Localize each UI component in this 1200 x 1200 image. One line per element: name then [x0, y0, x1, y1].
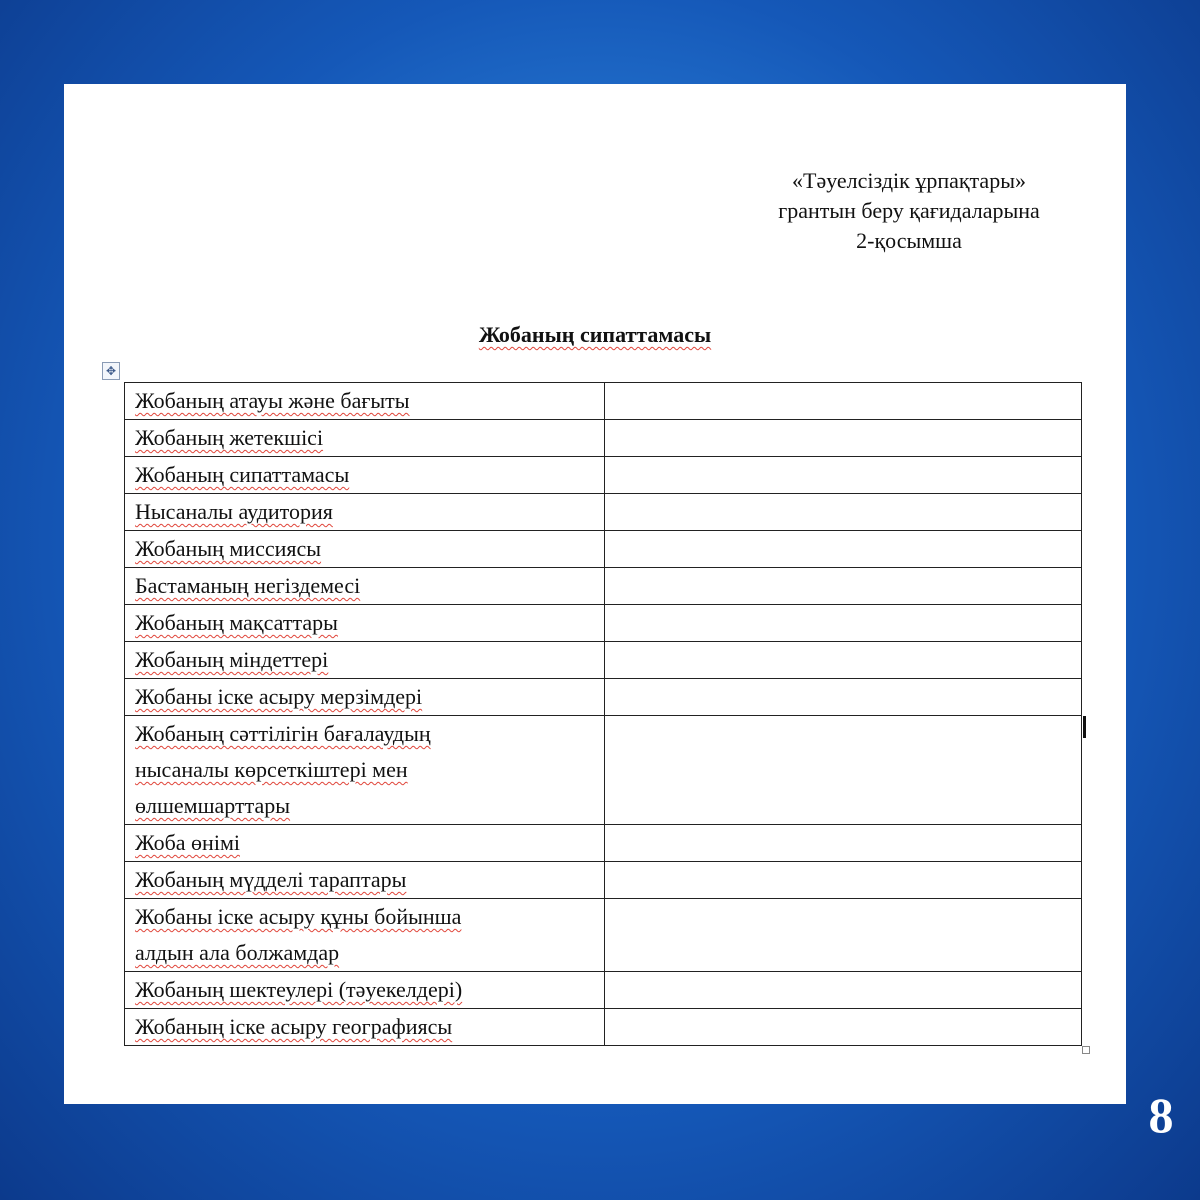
- table-row: [125, 494, 1082, 531]
- resize-square-icon[interactable]: [1082, 1046, 1090, 1054]
- row-label-cell: [125, 716, 605, 825]
- row-value-cell[interactable]: [605, 972, 1082, 1009]
- table-row: [125, 420, 1082, 457]
- row-label-text: Жобаның атауы және бағыты: [135, 388, 410, 413]
- document-title-text: Жобаның сипаттамасы: [478, 322, 712, 347]
- table-row: [125, 383, 1082, 420]
- row-label-cell: [125, 568, 605, 605]
- row-value-cell[interactable]: [605, 716, 1082, 825]
- row-label-text: Жобаның мақсаттары: [135, 610, 338, 635]
- table-row: [125, 642, 1082, 679]
- row-label-cell: [125, 531, 605, 568]
- row-label-cell: [125, 899, 605, 972]
- row-label-text: Жобаның шектеулері (тәуекелдері): [135, 977, 463, 1002]
- appendix-note-line-3: 2-қосымша: [856, 228, 962, 253]
- row-label-cell: [125, 1009, 605, 1046]
- appendix-note: [724, 166, 1094, 256]
- row-value-cell[interactable]: [605, 862, 1082, 899]
- row-label-cell: [125, 642, 605, 679]
- row-label-cell: [125, 420, 605, 457]
- appendix-note-line-2: грантын беру қағидаларына: [778, 198, 1040, 223]
- move-arrows-icon[interactable]: ✥: [102, 362, 120, 380]
- row-label-cell: [125, 825, 605, 862]
- table-row: [125, 716, 1082, 825]
- row-label-text: Жобаның мүдделі тараптары: [135, 867, 407, 892]
- row-label-cell: [125, 383, 605, 420]
- row-label-cell: [125, 679, 605, 716]
- table-row: [125, 605, 1082, 642]
- row-value-cell[interactable]: [605, 457, 1082, 494]
- row-label-cell: [125, 457, 605, 494]
- row-label-cell: [125, 494, 605, 531]
- row-value-cell[interactable]: [605, 642, 1082, 679]
- row-label-text: Жобаның миссиясы: [135, 536, 322, 561]
- row-label-cell: [125, 862, 605, 899]
- row-label-cell: [125, 972, 605, 1009]
- table-row: [125, 899, 1082, 972]
- appendix-note-line-1: «Тәуелсіздік ұрпақтары»: [792, 168, 1026, 193]
- table-row: [125, 1009, 1082, 1046]
- row-label-text: Жобаның жетекшісі: [135, 425, 324, 450]
- row-label-text: Нысаналы аудитория: [135, 499, 333, 524]
- table-row: [125, 862, 1082, 899]
- row-value-cell[interactable]: [605, 679, 1082, 716]
- row-value-cell[interactable]: [605, 899, 1082, 972]
- row-value-cell[interactable]: [605, 420, 1082, 457]
- table-row: [125, 972, 1082, 1009]
- document-page: [64, 84, 1126, 1104]
- page-number: 8: [1148, 1087, 1174, 1143]
- row-label-text: Жобаның сипаттамасы: [135, 462, 350, 487]
- table-row: [125, 679, 1082, 716]
- document-title: [64, 322, 1126, 348]
- table-row: [125, 531, 1082, 568]
- row-label-text: Жобаны іске асыру мерзімдері: [135, 684, 423, 709]
- row-value-cell[interactable]: [605, 825, 1082, 862]
- row-value-cell[interactable]: [605, 1009, 1082, 1046]
- row-label-text: Жобаны іске асыру құны бойынша: [135, 904, 462, 929]
- row-label-text: Жобаның іске асыру географиясы: [135, 1014, 453, 1039]
- text-cursor: [1083, 716, 1086, 738]
- row-label-cell: [125, 605, 605, 642]
- row-value-cell[interactable]: [605, 531, 1082, 568]
- row-value-cell[interactable]: [605, 494, 1082, 531]
- row-label-text: өлшемшарттары: [135, 793, 291, 818]
- table-row: [125, 568, 1082, 605]
- row-label-text: Бастаманың негіздемесі: [135, 573, 361, 598]
- table-row: [125, 825, 1082, 862]
- row-label-text: Жобаның сәттілігін бағалаудың: [135, 721, 431, 746]
- row-label-text: нысаналы көрсеткіштері мен: [135, 757, 408, 782]
- row-label-text: Жобаның міндеттері: [135, 647, 329, 672]
- row-label-text: Жоба өнімі: [135, 830, 240, 855]
- row-label-text: алдын ала болжамдар: [135, 940, 340, 965]
- row-value-cell[interactable]: [605, 605, 1082, 642]
- row-value-cell[interactable]: [605, 568, 1082, 605]
- project-description-table: [124, 382, 1082, 1046]
- row-value-cell[interactable]: [605, 383, 1082, 420]
- table-row: [125, 457, 1082, 494]
